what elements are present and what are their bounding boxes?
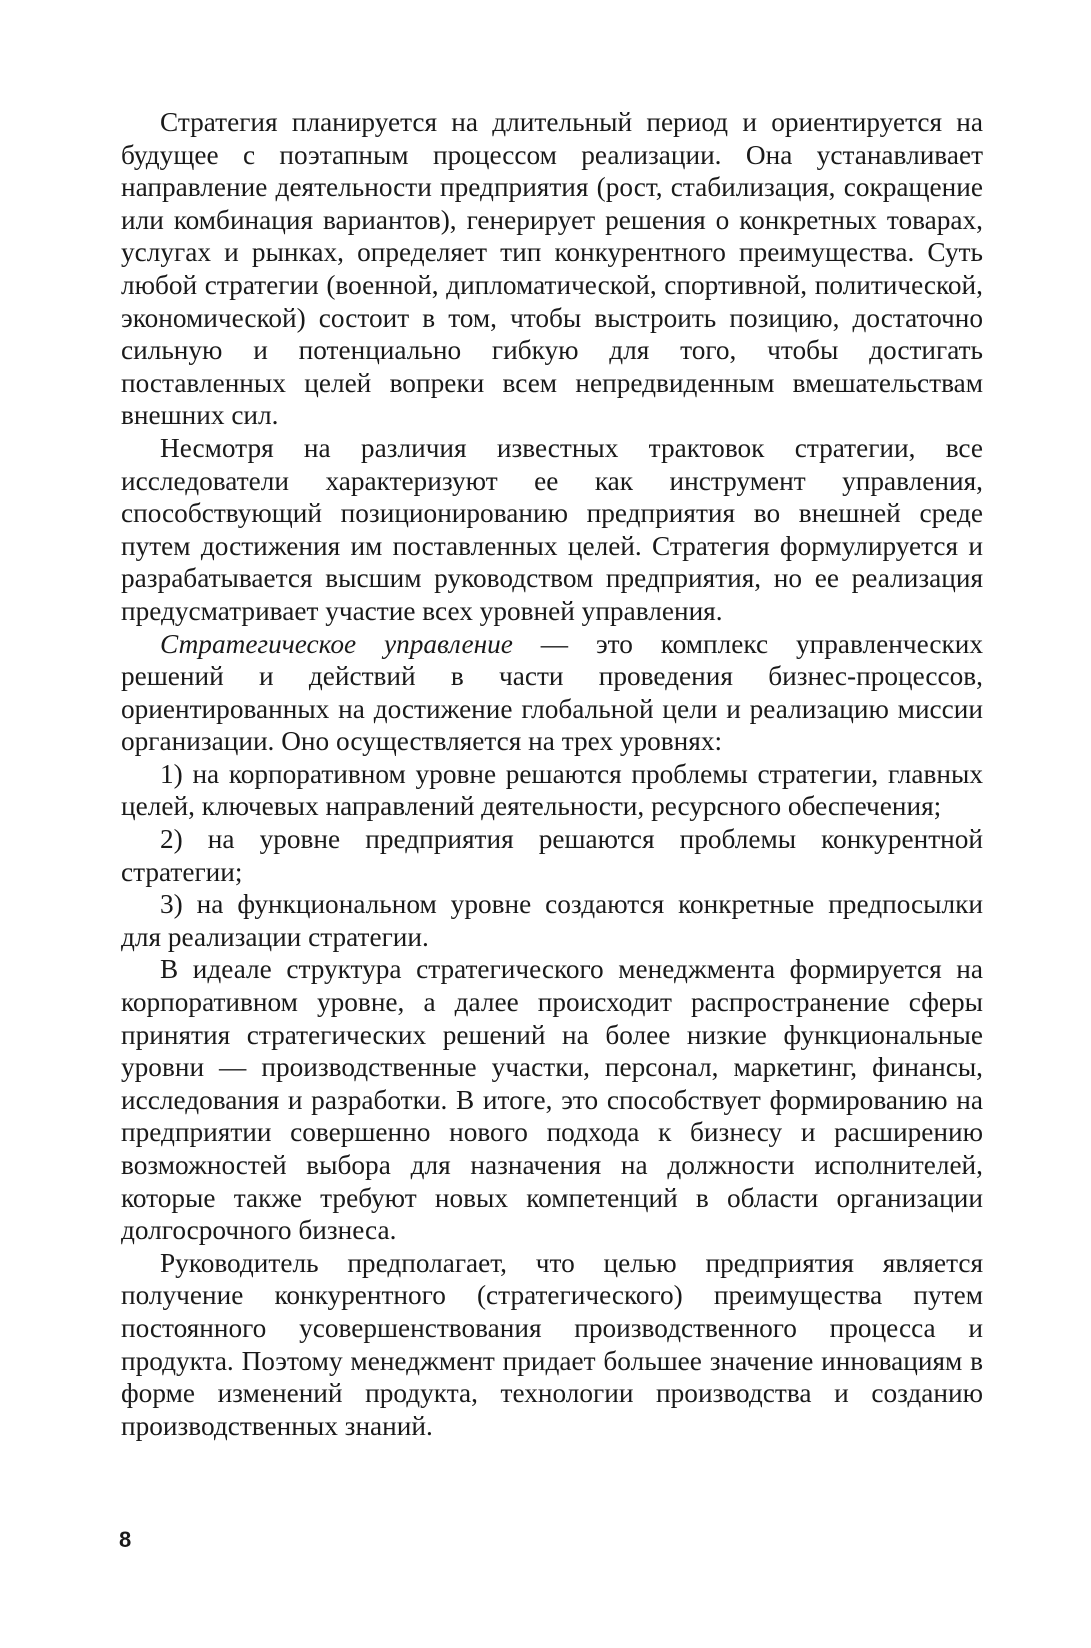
page-number: 8 [119, 1527, 132, 1552]
paragraph-strategy-interpretations: Несмотря на различия известных трактовок стратегии, все исследователи характеризуют ее как инструмент управления, способствующий позиционированию предприятия во внешней среде путем достижения им поставленных целей. Стратегия формулируется и разрабатывается высшим руководством предприятия, но ее реализация предусматривает участие всех уровней управления. [121, 432, 983, 626]
list-item-functional-level: 3) на функциональном уровне создаются конкретные предпосылки для реализации стратегии. [121, 889, 983, 952]
paragraph-competitive-advantage: Руководитель предполагает, что целью предприятия является получение конкурентного (стратегического) преимущества путем постоянного усовершенствования производственного процесса и продукта. Поэтому менеджмент придает большее значение инновациям в форме изменений продукта, технологии производства и созданию производственных знаний. [121, 1247, 983, 1441]
paragraph-strategy-definition: Стратегия планируется на длительный период и ориентируется на будущее с поэтапным процессом реализации. Она устанавливает направление деятельности предприятия (рост, стабилизация, сокращение или комбинация вариантов), генерирует решения о конкретных товарах, услугах и рынках, определяет тип конкурентного преимущества. Суть любой стратегии (военной, дипломатической, спортивной, политической, экономической) состоит в том, чтобы выстроить позицию, достаточно сильную и потенциально гибкую для того, чтобы достигать поставленных целей вопреки всем непредвиденным вмешательствам внешних сил. [121, 107, 983, 431]
term-strategic-management: Стратегическое управление [160, 628, 513, 659]
paragraph-strategic-management-text: — это комплекс управленческих решений и действий в части проведения бизнес-процессов, ориентированных на достижение глобальной цели и реализацию миссии организации. Оно осуществляется на трех уровнях: [121, 628, 983, 757]
paragraph-ideal-structure: В идеале структура стратегического менеджмента формируется на корпоративном уровне, а далее происходит распространение сферы принятия стратегических решений на более низкие функциональные уровни — производственные участки, персонал, маркетинг, финансы, исследования и разработки. В итоге, это способствует формированию на предприятии совершенно нового подхода к бизнесу и расширению возможностей выбора для назначения на должности исполнителей, которые также требуют новых компетенций в области организации долгосрочного бизнеса. [121, 954, 983, 1246]
paragraph-strategic-management [121, 628, 983, 758]
list-item-enterprise-level: 2) на уровне предприятия решаются проблемы конкурентной стратегии; [121, 824, 983, 887]
list-item-corporate-level: 1) на корпоративном уровне решаются проблемы стратегии, главных целей, ключевых направлений деятельности, ресурсного обеспечения; [121, 758, 983, 822]
body-text [121, 106, 983, 1442]
